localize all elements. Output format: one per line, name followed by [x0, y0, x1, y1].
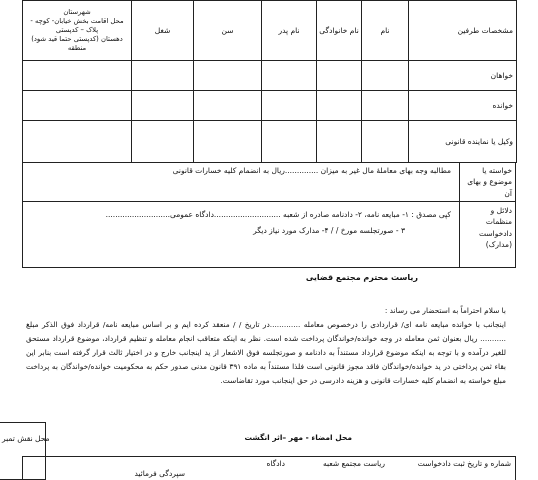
- addressee: ریاست محترم مجتمع قضایی: [305, 273, 418, 282]
- greeting: با سلام احتراماً به استحضار می رساند :: [384, 306, 506, 315]
- row-defendant-label: خوانده: [409, 91, 517, 121]
- evidence-label: دلائل و منظمات دادخواست (مدارک): [459, 202, 515, 267]
- plaintiff-name-cell[interactable]: [362, 61, 409, 91]
- defendant-job-cell[interactable]: [132, 91, 194, 121]
- header-father: نام پدر: [262, 1, 317, 61]
- lawyer-address-cell[interactable]: [23, 121, 132, 163]
- parties-table: [22, 0, 517, 163]
- petition-body: اینجانب با خوانده مبایعه نامه ای/ قراردادی را درخصوص معامله .............در تاریخ / / منعقد کرده ایم و بر اساس مبایعه نامه/ قرارداد فوق الذکر مبلغ ........... ریال بعنوان ثمن معامله در وجه خوانده/خواندگان پرداخت شده است. نظر به اینکه متعاقب انجام معامله و تنظیم قرارداد، موضوع قرارداد مستحق للغیر درآمده و با توجه به اینکه موضوع قرارداد مستنداً به دادنامه و صورتجلسه فوق الاشعار از ید اینجانب خارج و در اختیار ثالث قرار گرفته است بنابر این بقاء ثمن پرداختی در ید خوانده/خواندگان فاقد مجوز قانونی است فلذا مستنداً به ماده ۳۹۱ قانون مدنی صدور حکم به محکومیت خوانده/خواندگان به پرداخت مبلغ خواسته به انضمام کلیه خسارات قانونی و هزینه دادرسی در حق اینجانب مورد تقاضاست.: [26, 320, 506, 385]
- plaintiff-family-cell[interactable]: [317, 61, 362, 91]
- court-label: دادگاه: [266, 459, 285, 468]
- defendant-age-cell[interactable]: [194, 91, 262, 121]
- evidence-row: [22, 202, 516, 268]
- defendant-name-cell[interactable]: [362, 91, 409, 121]
- lawyer-family-cell[interactable]: [317, 121, 362, 163]
- row-lawyer-label: وکیل یا نماینده قانونی: [409, 121, 517, 163]
- register-strip: [22, 456, 516, 480]
- evidence-line1: کپی مصدق : ۱- مبایعه نامه، ۲- دادنامه صادره از شعبه ............................دادگاه عمومی...........................: [105, 210, 451, 219]
- claim-label: خواسته یا موضوع و بهای آن: [459, 162, 515, 201]
- header-residence-line1: شهرستان: [63, 8, 91, 17]
- header-family: نام خانوادگی: [317, 1, 362, 61]
- plaintiff-address-cell[interactable]: [23, 61, 132, 91]
- defendant-father-cell[interactable]: [262, 91, 317, 121]
- evidence-line2: ۳ - صورتجلسه مورخ / / ۴- مدارک مورد نیاز دیگر: [253, 226, 405, 235]
- lawyer-name-cell[interactable]: [362, 121, 409, 163]
- header-residence-line2: محل اقامت بخش خیابان- کوچه - پلاک – کدپستی: [30, 17, 124, 35]
- claim-text: مطالبه وجه بهای معاملهٔ مال غیر به میزان ..............ریال به انضمام کلیه خسارات قانونی: [172, 166, 451, 175]
- header-residence-line4: منطقه: [67, 43, 87, 52]
- header-specs: مشخصات طرفین: [409, 1, 517, 61]
- plaintiff-job-cell[interactable]: [132, 61, 194, 91]
- defendant-address-cell[interactable]: [23, 91, 132, 121]
- header-residence: [23, 1, 132, 61]
- header-residence-line3: دهستان (کدپستی حتما قید شود): [31, 34, 123, 43]
- header-age: سن: [194, 1, 262, 61]
- lawyer-age-cell[interactable]: [194, 121, 262, 163]
- register-label: شماره و تاریخ ثبت دادخواست: [417, 459, 511, 468]
- signature-place: محل امضاء - مهر –اثر انگشت: [244, 433, 352, 442]
- note-label: سپردگی فرمائید: [134, 469, 185, 478]
- defendant-family-cell[interactable]: [317, 91, 362, 121]
- row-plaintiff-label: خواهان: [409, 61, 517, 91]
- plaintiff-father-cell[interactable]: [262, 61, 317, 91]
- claim-row: [22, 162, 516, 202]
- court-head-label: ریاست مجتمع شعبه: [322, 459, 385, 468]
- plaintiff-age-cell[interactable]: [194, 61, 262, 91]
- header-job: شغل: [132, 1, 194, 61]
- stamp-place: محل نقش تمبر: [2, 434, 50, 443]
- header-name: نام: [362, 1, 409, 61]
- lawyer-father-cell[interactable]: [262, 121, 317, 163]
- lawyer-job-cell[interactable]: [132, 121, 194, 163]
